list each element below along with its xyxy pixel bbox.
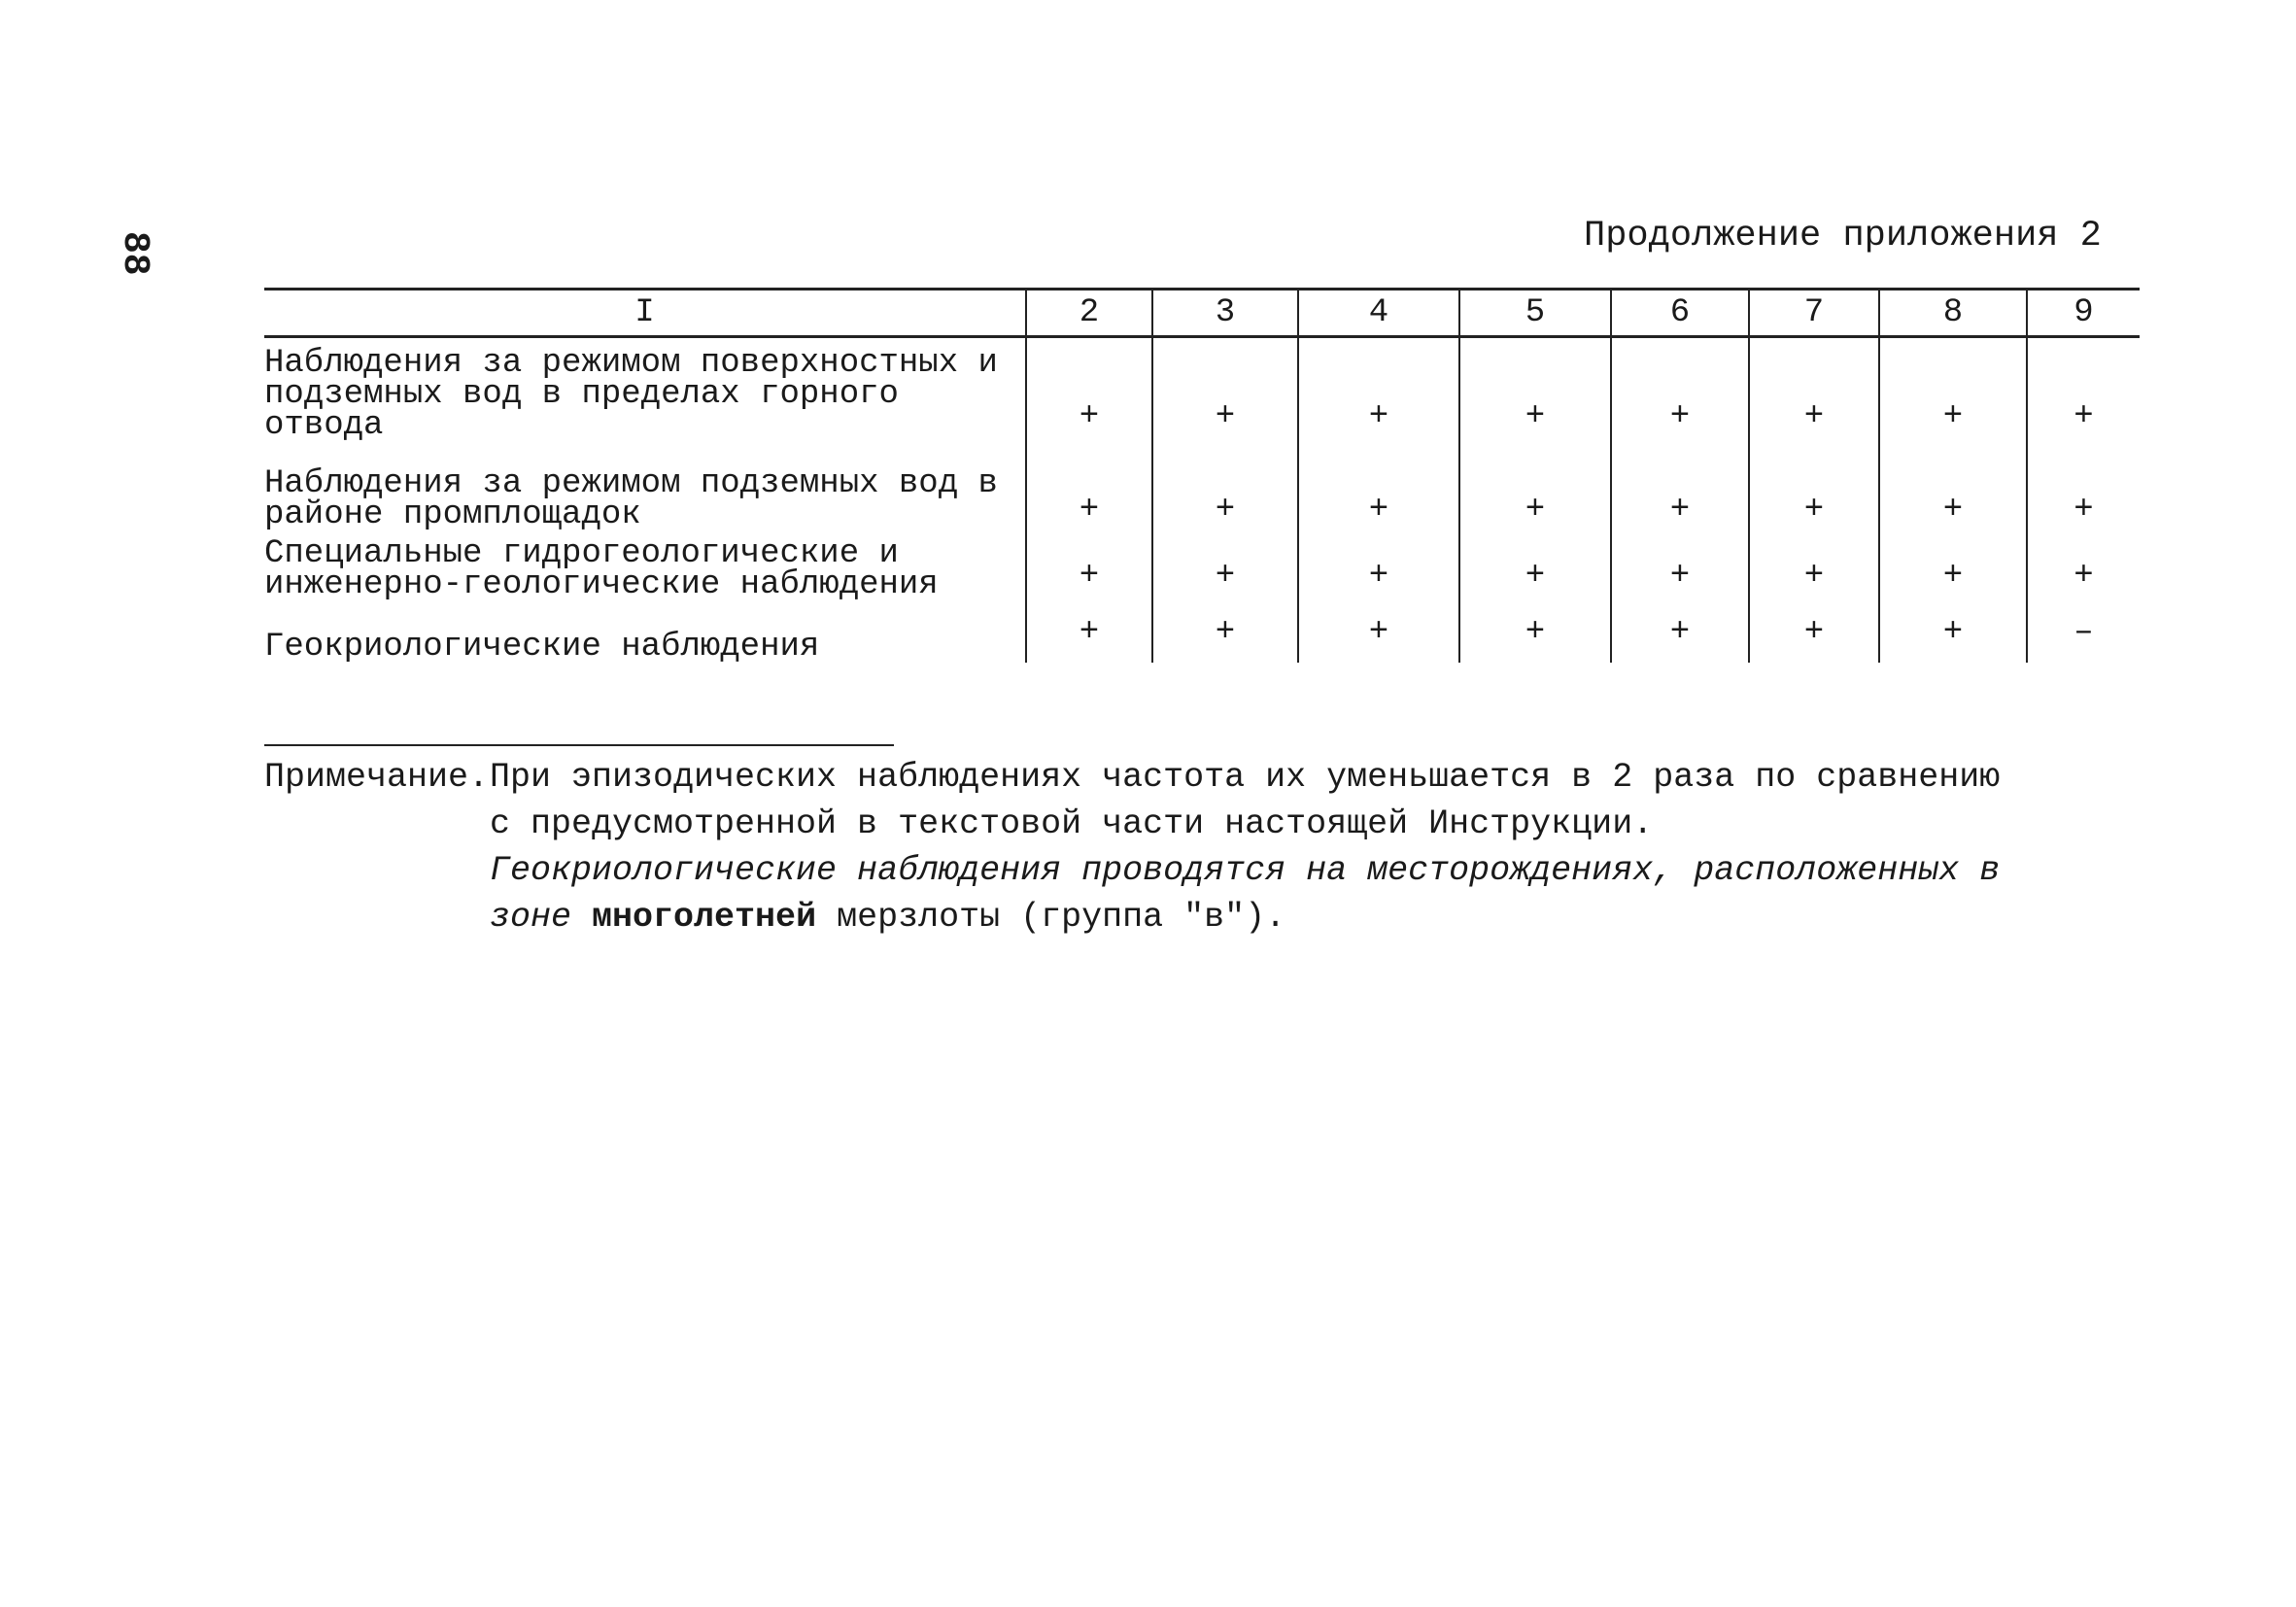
- table-row: [264, 441, 2140, 530]
- note-emphasis: многолетней: [592, 898, 817, 937]
- table-cell: +: [1026, 337, 1152, 442]
- table-cell: +: [1879, 600, 2027, 663]
- column-header: 4: [1298, 290, 1459, 337]
- note-block: [264, 754, 2013, 940]
- table-cell: +: [1879, 441, 2027, 530]
- row-label: Геокриологические наблюдения: [264, 629, 820, 666]
- column-header: 5: [1459, 290, 1611, 337]
- table-cell: +: [1749, 530, 1879, 600]
- table-cell: +: [1152, 337, 1298, 442]
- column-header: 3: [1152, 290, 1298, 337]
- row-label: Наблюдения за режимом подземных вод в районе промплощадок: [264, 465, 998, 533]
- table-cell: +: [1459, 530, 1611, 600]
- table-cell: +: [2027, 530, 2140, 600]
- note-paragraph: [490, 847, 2013, 940]
- column-header: 6: [1611, 290, 1749, 337]
- table-cell: +: [2027, 337, 2140, 442]
- table-cell: +: [1152, 441, 1298, 530]
- table-cell: +: [1152, 600, 1298, 663]
- table-cell: +: [1298, 530, 1459, 600]
- column-header: 7: [1749, 290, 1879, 337]
- table-cell: +: [1298, 337, 1459, 442]
- table-cell: +: [1879, 337, 2027, 442]
- table-row: [264, 337, 2140, 442]
- observations-table: [264, 288, 2140, 666]
- page-number: 88: [114, 231, 155, 276]
- column-header: 8: [1879, 290, 2027, 337]
- column-header: I: [634, 294, 655, 331]
- table-cell: +: [1611, 530, 1749, 600]
- table-row: [264, 530, 2140, 600]
- note-label: Примечание.: [264, 758, 490, 797]
- note-paragraph: При эпизодических наблюдениях частота их уменьшается в 2 раза по сравнению с предусмотренной в текстовой части настоящей Инструкции.: [490, 758, 2001, 843]
- table-cell: +: [1026, 441, 1152, 530]
- table-cell: +: [1152, 530, 1298, 600]
- note-text: Геокриологические наблюдения проводятся на месторождениях, расположенных в зоне: [490, 851, 2001, 937]
- note-body: [490, 754, 2013, 940]
- table-cell: +: [1459, 600, 1611, 663]
- column-header: 2: [1026, 290, 1152, 337]
- table-cell: +: [1749, 600, 1879, 663]
- table-cell: –: [2027, 600, 2140, 663]
- table-cell: +: [1026, 600, 1152, 663]
- row-label: Наблюдения за режимом поверхностных и подземных вод в пределах горного отвода: [264, 345, 998, 444]
- note-text: мерзлоты (группа "в").: [837, 898, 1286, 937]
- table-header-row: [264, 290, 2140, 337]
- table-cell: +: [1749, 441, 1879, 530]
- column-header: 9: [2027, 290, 2140, 337]
- table-cell: +: [1459, 337, 1611, 442]
- table-cell: +: [1749, 337, 1879, 442]
- table-cell: +: [1298, 441, 1459, 530]
- table-cell: +: [1459, 441, 1611, 530]
- table-cell: +: [2027, 441, 2140, 530]
- table-cell: +: [1611, 600, 1749, 663]
- table-cell: +: [1611, 441, 1749, 530]
- table-cell: +: [1879, 530, 2027, 600]
- row-label: Специальные гидрогеологические и инженерно-геологические наблюдения: [264, 535, 939, 603]
- table-cell: +: [1026, 530, 1152, 600]
- table-cell: +: [1611, 337, 1749, 442]
- footnote-divider: [264, 744, 894, 746]
- page-header: Продолжение приложения 2: [1584, 216, 2102, 256]
- table-cell: +: [1298, 600, 1459, 663]
- table-row: [264, 600, 2140, 663]
